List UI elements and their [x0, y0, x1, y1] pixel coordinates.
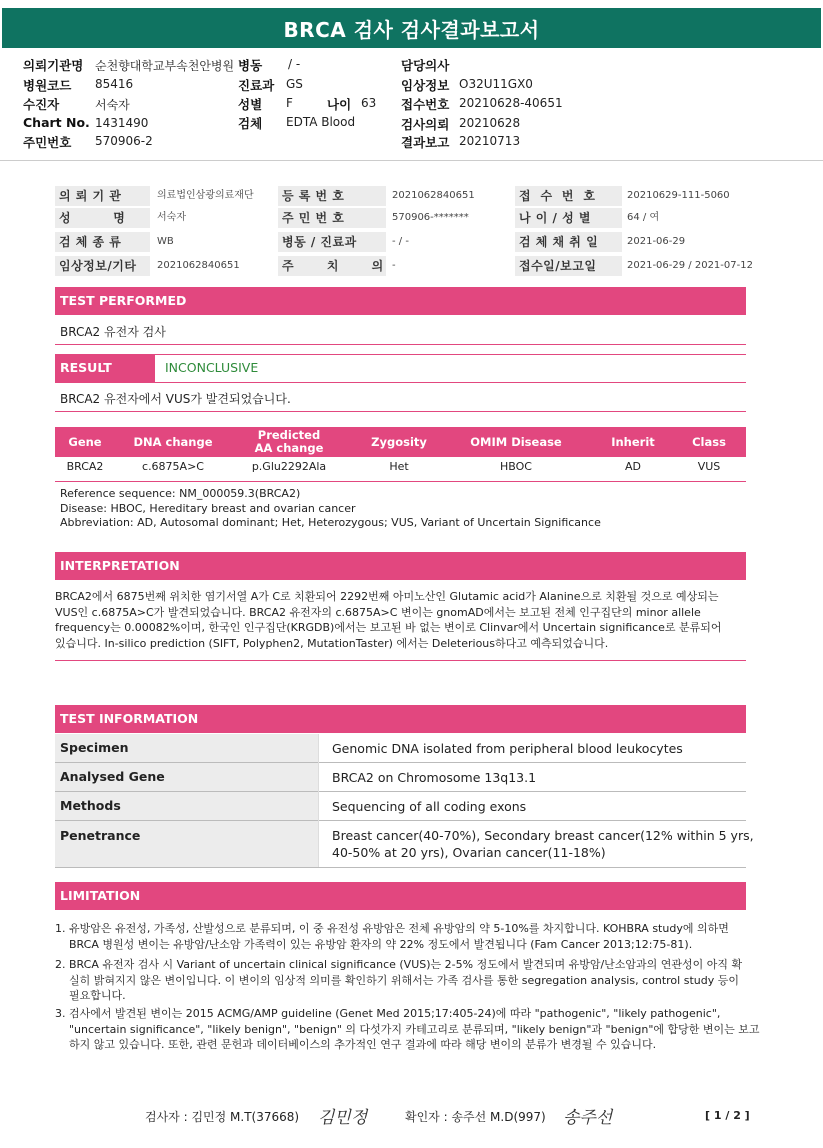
doctor-label: 담당의사: [401, 58, 450, 73]
result-label: RESULT: [55, 354, 155, 382]
limitation-item-2: [55, 957, 746, 1004]
variant-th-dna: DNA change: [133, 434, 213, 449]
clinical-label: 임상정보: [401, 78, 450, 93]
req-date-label: 검사의뢰: [401, 117, 450, 132]
result-value: INCONCLUSIVE: [165, 360, 259, 375]
result-top-line: [55, 354, 746, 355]
dept-value: GS: [286, 77, 303, 91]
limitation-line: 검사에서 발견된 변이는 2015 ACMG/AMP guideline (Genet Med 2015;17:405-24)에 따라 "pathogenic", "likely pathogenic",: [69, 1007, 721, 1020]
variant-dna-change: c.6875A>C: [142, 460, 204, 473]
chart-label: Chart No.: [23, 115, 90, 130]
test-performed-divider: [55, 344, 746, 345]
req-org-value: 순천향대학교부속천안병원: [95, 59, 235, 73]
sex-value: F: [286, 96, 293, 110]
grid-label-recv-no: 접 수 번 호: [515, 186, 622, 206]
limitation-line: BRCA 유전자 검사 시 Variant of uncertain clinical significance (VUS)는 2-5% 정도에서 발견되며 유방암/난소암과의 연관성이 아직 확: [69, 958, 743, 971]
patient-label: 수진자: [23, 97, 60, 112]
variant-th-inherit: Inherit: [611, 434, 655, 449]
grid-value-reg-no: 2021062840651: [392, 190, 475, 201]
grid-label-collect-date: 검 체 채 취 일: [515, 232, 622, 252]
limitation-num: 1.: [55, 922, 66, 935]
limitation-num: 3.: [55, 1007, 66, 1020]
grid-value-recv-no: 20210629-111-5060: [627, 190, 730, 201]
page-number: [ 1 / 2 ]: [705, 1109, 750, 1122]
grid-value-name: 서숙자: [157, 212, 186, 223]
patient-value: 서숙자: [95, 98, 130, 112]
variant-aa-change: p.Glu2292Ala: [251, 460, 327, 473]
grid-value-specimen-type: WB: [157, 236, 174, 247]
penetrance-line: Breast cancer(40-70%), Secondary breast cancer(12% within 5 yrs,: [332, 828, 754, 843]
interpretation-line: 있습니다. In-silico prediction (SIFT, Polyphen2, MutationTaster) 에서는 Deleterious하다고 예측되었습니다.: [55, 636, 609, 650]
limitation-num: 2.: [55, 958, 66, 971]
req-date-value: 20210628: [459, 116, 521, 130]
confirmer-signature: 송주선: [563, 1108, 613, 1128]
ward-value: / -: [288, 57, 301, 71]
recv-no-value: 20210628-40651: [459, 96, 563, 110]
ti-column-divider: [318, 734, 319, 867]
ti-value-specimen: Genomic DNA isolated from peripheral blood leukocytes: [332, 741, 683, 756]
grid-label-req-org: 의 뢰 기 관: [55, 186, 150, 206]
grid-value-id: 570906-*******: [392, 212, 469, 223]
specimen-value: EDTA Blood: [286, 115, 356, 129]
age-label: 나이: [327, 97, 352, 112]
limitation-line: 필요합니다.: [69, 989, 126, 1002]
result-divider: [55, 411, 746, 412]
hosp-code-label: 병원코드: [23, 78, 72, 93]
report-title: BRCA 검사 검사결과보고서: [2, 8, 821, 48]
variant-th-aa: Predicted AA change: [254, 428, 324, 455]
abbreviation-note: Abbreviation: AD, Autosomal dominant; Het, Heterozygous; VUS, Variant of Uncertain Significance: [60, 516, 601, 529]
ti-label-gene: Analysed Gene: [55, 763, 318, 791]
interpretation-text: [55, 589, 755, 651]
limitation-line: "uncertain significance", "likely benign", "benign" 의 다섯가지 카테고리로 분류되며, "likely benign"과 "benign"에 합당한 변이는 보고: [69, 1022, 760, 1036]
tester-info: 검사자 : 김민정 M.T(37668): [145, 1110, 300, 1124]
variant-table-bottom: [55, 481, 746, 482]
hosp-code-value: 85416: [95, 77, 134, 91]
variant-omim: HBOC: [500, 460, 532, 473]
interpretation-header: INTERPRETATION: [55, 552, 746, 580]
grid-label-name: 성 명: [55, 208, 150, 228]
limitation-line: 실히 밝혀지지 않은 변이입니다. 이 변이의 임상적 의미를 확인하기 위해서는 가족 검사를 통한 segregation analysis, control study 등이: [69, 973, 739, 987]
result-text: BRCA2 유전자에서 VUS가 발견되었습니다.: [60, 392, 291, 406]
grid-value-req-org: 의료법인삼광의료재단: [157, 190, 254, 201]
interpretation-line: BRCA2에서 6875번째 위치한 염기서열 A가 C로 치환되어 2292번째 아미노산인 Glutamic acid가 Alanine으로 치환될 것으로 예상되는: [55, 590, 719, 603]
grid-value-age-sex: 64 / 여: [627, 212, 660, 223]
grid-value-collect-date: 2021-06-29: [627, 236, 686, 247]
grid-label-attending: 주 치 의: [278, 256, 386, 276]
limitation-line: 하지 않고 있습니다. 또한, 관련 문헌과 데이터베이스의 추가적인 연구 결과에 따라 해당 변이의 분류가 변경될 수 있습니다.: [69, 1038, 657, 1051]
ti-label-penetrance: Penetrance: [55, 821, 318, 867]
grid-label-id: 주 민 번 호: [278, 208, 386, 228]
variant-th-gene: Gene: [68, 434, 102, 449]
variant-inherit: AD: [625, 460, 641, 473]
interpretation-line: frequency는 0.00082%이며, 한국인 인구집단(KRGDB)에서는 보고된 바 없는 변이로 Clinvar에서 Uncertain significance로 분류되어: [55, 621, 722, 634]
report-label: 결과보고: [401, 135, 450, 150]
grid-value-ward-dept: - / -: [392, 236, 409, 247]
interpretation-divider: [55, 660, 746, 661]
variant-class: VUS: [697, 460, 721, 473]
ti-value-gene: BRCA2 on Chromosome 13q13.1: [332, 770, 537, 785]
recv-no-label: 접수번호: [401, 97, 450, 112]
ward-label: 병동: [238, 58, 263, 73]
grid-value-clinical: 2021062840651: [157, 260, 240, 271]
tester-signature: 김민정: [318, 1108, 368, 1128]
variant-th-zygosity: Zygosity: [371, 434, 427, 449]
req-org-label: 의뢰기관명: [23, 58, 84, 73]
ti-bottom-line: [55, 867, 746, 868]
limitation-item-1: [55, 921, 746, 952]
grid-value-recv-report-date: 2021-06-29 / 2021-07-12: [627, 260, 753, 271]
ti-label-methods: Methods: [55, 792, 318, 820]
ti-value-penetrance: [332, 827, 754, 861]
variant-th-class: Class: [692, 434, 726, 449]
limitation-item-3: [55, 1006, 760, 1053]
id-value: 570906-2: [95, 134, 153, 148]
test-performed-text: BRCA2 유전자 검사: [60, 325, 166, 339]
confirmer-info: 확인자 : 송주선 M.D(997): [405, 1110, 546, 1124]
test-information-header: TEST INFORMATION: [55, 705, 746, 733]
limitation-line: 유방암은 유전성, 가족성, 산발성으로 분류되며, 이 중 유전성 유방암은 전체 유방암의 약 5-10%를 차지합니다. KOHBRA study에 의하면: [69, 922, 729, 935]
penetrance-line: 40-50% at 20 yrs), Ovarian cancer(11-18%): [332, 845, 606, 860]
disease-note: Disease: HBOC, Hereditary breast and ovarian cancer: [60, 501, 356, 515]
clinical-value: O32U11GX0: [459, 77, 533, 91]
variant-zygosity: Het: [389, 460, 409, 473]
grid-label-clinical: 임상정보/기타: [55, 256, 150, 276]
interpretation-line: VUS인 c.6875A>C가 발견되었습니다. BRCA2 유전자의 c.6875A>C 변이는 gnomAD에서는 보고된 전체 인구집단의 minor allele: [55, 605, 701, 619]
test-performed-header: TEST PERFORMED: [55, 287, 746, 315]
variant-th-omim: OMIM Disease: [470, 434, 562, 449]
grid-label-recv-report-date: 접수일/보고일: [515, 256, 622, 276]
specimen-label: 검체: [238, 116, 263, 131]
ti-value-methods: Sequencing of all coding exons: [332, 799, 527, 814]
header-divider: [0, 160, 823, 161]
age-value: 63: [361, 96, 377, 110]
grid-label-age-sex: 나 이 / 성 별: [515, 208, 622, 228]
sex-label: 성별: [238, 97, 263, 112]
report-value: 20210713: [459, 134, 521, 148]
variant-notes: [60, 487, 601, 531]
grid-label-ward-dept: 병동 / 진료과: [278, 232, 386, 252]
dept-label: 진료과: [238, 78, 275, 93]
grid-label-specimen-type: 검 체 종 류: [55, 232, 150, 252]
chart-value: 1431490: [95, 116, 149, 130]
limitation-line: BRCA 병원성 변이는 유방암/난소암 가족력이 있는 유방암 환자의 약 22% 정도에서 발견됩니다 (Fam Cancer 2013;12:75-81).: [69, 937, 693, 951]
id-label: 주민번호: [23, 135, 72, 150]
limitation-header: LIMITATION: [55, 882, 746, 910]
ti-label-specimen: Specimen: [55, 734, 318, 762]
grid-label-reg-no: 등 록 번 호: [278, 186, 386, 206]
reference-sequence: Reference sequence: NM_000059.3(BRCA2): [60, 487, 301, 500]
result-bottom-line: [55, 382, 746, 383]
grid-value-attending: -: [392, 260, 396, 271]
variant-gene: BRCA2: [66, 460, 104, 473]
